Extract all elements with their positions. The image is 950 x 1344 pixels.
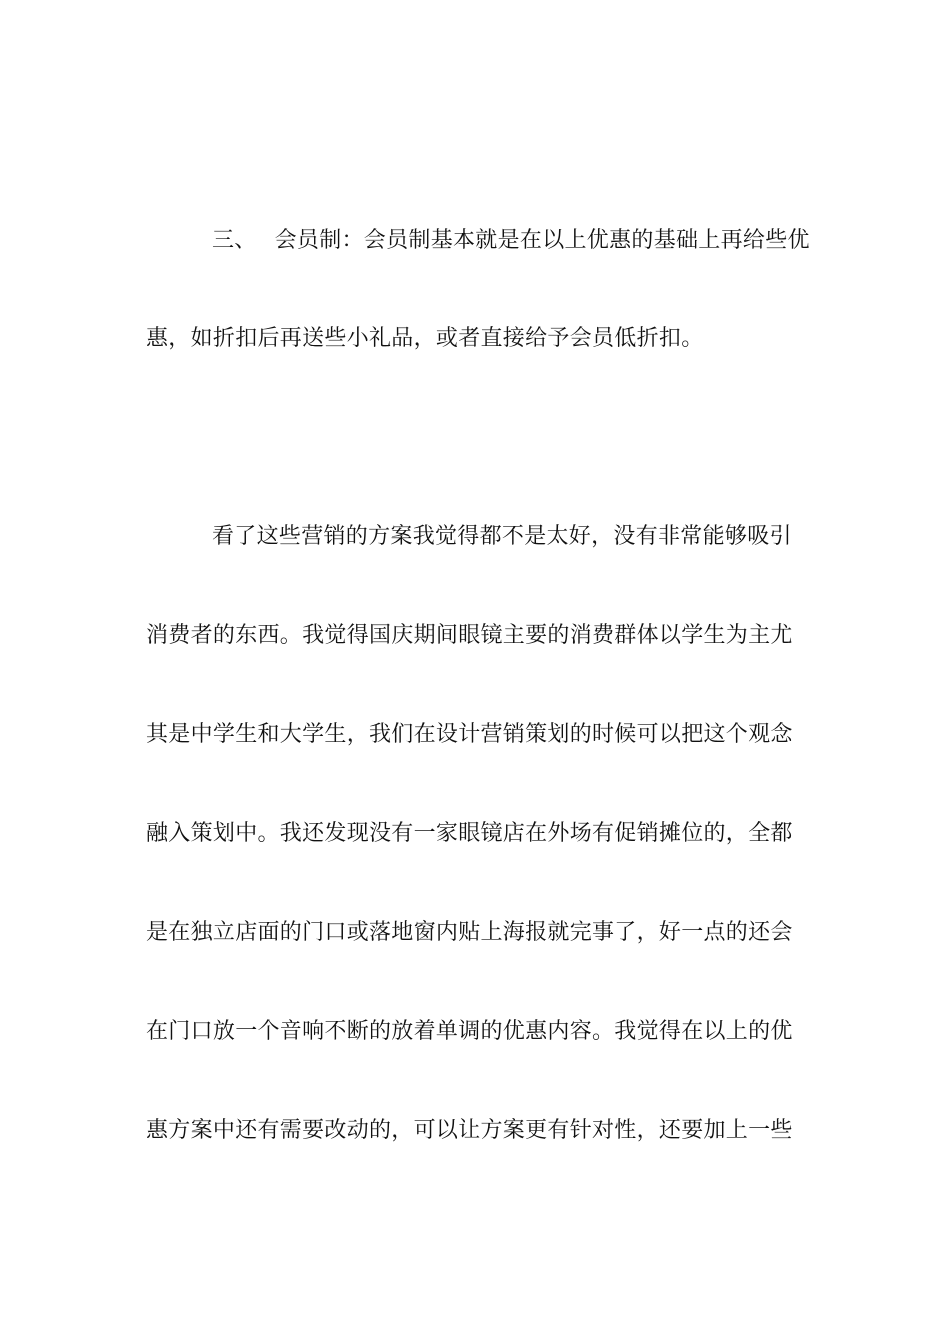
paragraph-line: 惠方案中还有需要改动的，可以让方案更有针对性，还要加上一些 [146, 1118, 793, 1143]
list-number: 三、 [212, 228, 257, 253]
paragraph-line [212, 226, 810, 256]
paragraph-line: 其是中学生和大学生，我们在设计营销策划的时候可以把这个观念 [146, 722, 793, 747]
paragraph-line: 融入策划中。我还发现没有一家眼镜店在外场有促销摊位的，全都 [146, 821, 793, 846]
paragraph-text: 会员制：会员制基本就是在以上优惠的基础上再给些优 [274, 228, 810, 253]
paragraph-line: 是在独立店面的门口或落地窗内贴上海报就完事了，好一点的还会 [146, 920, 793, 945]
paragraph-line: 惠，如折扣后再送些小礼品，或者直接给予会员低折扣。 [146, 326, 704, 351]
paragraph-line: 看了这些营销的方案我觉得都不是太好，没有非常能够吸引 [212, 524, 792, 549]
paragraph-line: 消费者的东西。我觉得国庆期间眼镜主要的消费群体以学生为主尤 [146, 623, 793, 648]
paragraph-line: 在门口放一个音响不断的放着单调的优惠内容。我觉得在以上的优 [146, 1019, 793, 1044]
